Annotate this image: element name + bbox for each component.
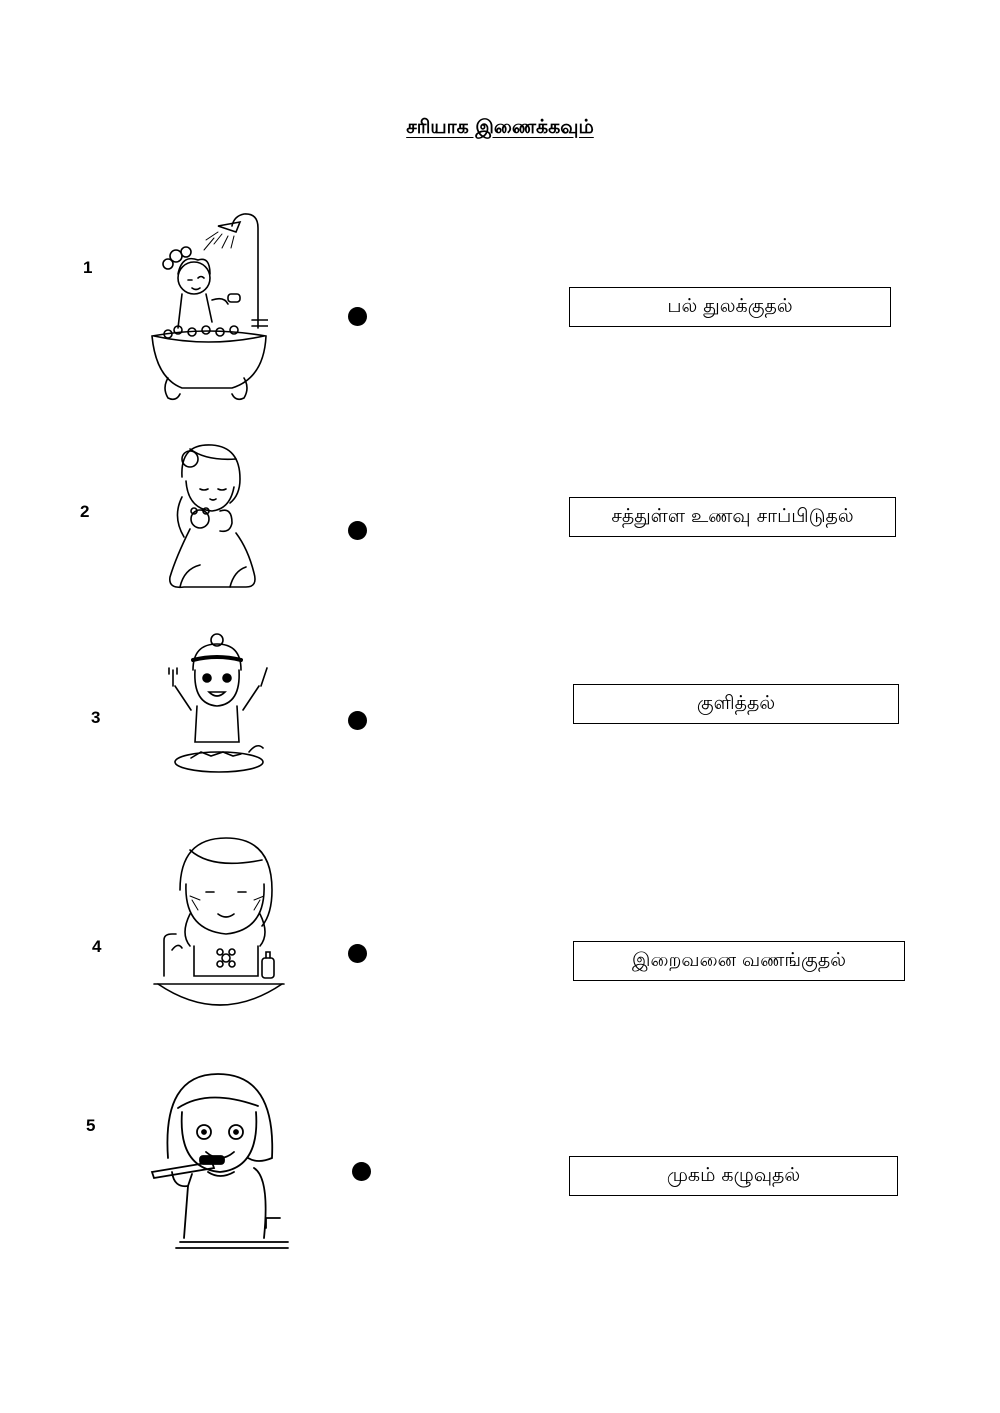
label-text-2: சத்துள்ள உணவு சாப்பிடுதல் <box>611 504 854 527</box>
eating-picture <box>145 630 295 780</box>
label-box-5[interactable] <box>569 1156 898 1196</box>
match-dot-3[interactable] <box>348 711 367 730</box>
item-number-1: 1 <box>83 258 93 277</box>
worksheet-title: சரியாக இணைக்கவும் <box>406 116 594 138</box>
label-text-1: பல் துலக்குதல் <box>667 294 793 317</box>
label-box-1[interactable] <box>569 287 891 327</box>
item-number-4: 4 <box>92 937 102 956</box>
label-text-3: குளித்தல் <box>696 691 776 714</box>
bathing-picture <box>148 208 268 408</box>
match-dot-1[interactable] <box>348 307 367 326</box>
item-number-5: 5 <box>86 1116 96 1135</box>
label-box-3[interactable] <box>573 684 899 724</box>
label-box-4[interactable] <box>573 941 905 981</box>
match-dot-4[interactable] <box>348 944 367 963</box>
brushing-teeth-picture <box>148 1068 293 1253</box>
label-box-2[interactable] <box>569 497 896 537</box>
item-number-2: 2 <box>80 502 90 521</box>
face-washing-picture <box>150 830 290 1025</box>
match-dot-2[interactable] <box>348 521 367 540</box>
match-dot-5[interactable] <box>352 1162 371 1181</box>
item-number-3: 3 <box>91 708 101 727</box>
label-text-4: இறைவனை வணங்குதல் <box>632 948 846 971</box>
praying-picture <box>160 437 260 597</box>
label-text-5: முகம் கழுவுதல் <box>666 1163 801 1186</box>
